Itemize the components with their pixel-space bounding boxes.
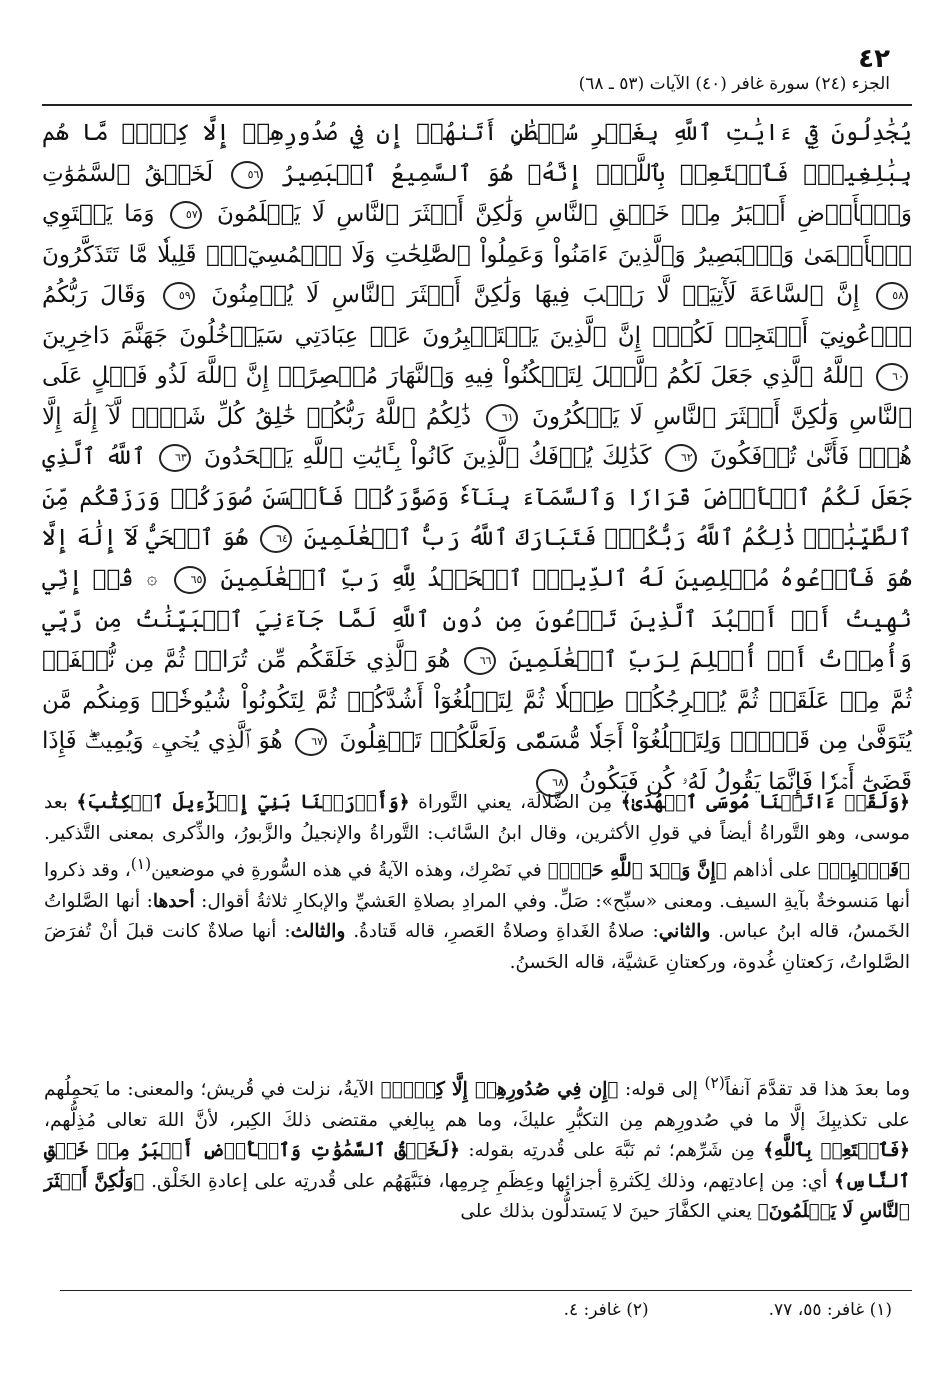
commentary-text: مِن شَرِّهم؛ ثم نَبَّهَ على قُدرتِه بقوله:: [460, 1140, 764, 1162]
commentary-text: بعد موسى، وهو التَّوراةُ أيضاً في قولِ الأكثرين، وقال ابنُ السَّائب: التَّوراةُ والإنجيلُ والزَّبورُ، والذِّكرى بمعنى التَّذكير.: [44, 792, 910, 844]
verse-text: هُوَ ٱلَّذِي خَلَقَكُم مِّن تُرَابٖ ثُمَّ مِن نُّطۡفَةٖ ثُمَّ مِنۡ عَلَقَةٖ ثُمَّ يُخۡرِجُكُمۡ طِفۡلٗا ثُمَّ لِتَبۡلُغُوٓاْ أَشُدَّكُمۡ ثُمَّ لِتَكُونُواْ شُيُوخٗاۚ وَمِنكُم مَّن يُتَوَفَّىٰ مِن قَبۡلُۖ وَلِتَبۡلُغُوٓاْ أَجَلٗا مُّسَمّٗى وَلَعَلَّكُمۡ تَعۡقِلُونَ: [42, 647, 913, 755]
verse-text: يُجَٰدِلُونَ فِيٓ ءَايَٰتِ ٱللَّهِ بِغَيۡرِ سُلۡطَٰنٍ أَتَىٰهُمۡ إِن فِي صُدُورِهِمۡ إِلَّا كِبۡرٞ مَّا هُم بِبَٰلِغِيهِۚ فَٱسۡتَعِذۡ بِٱللَّهِۖ إِنَّهُۥ هُوَ ٱلسَّمِيعُ ٱلۡبَصِيرُ: [42, 120, 913, 187]
commentary-text: في نَصْرِك، وهذه الآيةُ في هذه السُّورةِ في موضعين: [151, 860, 548, 882]
footnote-2: (٢) غافر: ٤.: [563, 1300, 649, 1320]
quran-quote: ﴿إِن فِي صُدُورِهِمۡ إِلَّا كِبۡرٞ﴾: [380, 1079, 619, 1101]
quran-quote: ﴿وَلَقَدۡ ءَاتَيۡنَا مُوسَى ٱلۡهُدَىٰ﴾: [620, 792, 910, 813]
verse-text: وَقَالَ رَبُّكُمُ ٱدۡعُونِيٓ أَسۡتَجِبۡ لَكُمۡۚ إِنَّ ٱلَّذِينَ يَسۡتَكۡبِرُونَ عَنۡ عِبَادَتِي سَيَدۡخُلُونَ جَهَنَّمَ دَاخِرِينَ: [42, 282, 912, 349]
commentary-text: مِن الضَّلالَة، يعني التَّوراة: [409, 792, 621, 813]
quran-quote: ﴿وَأَوۡرَثۡنَا بَنِيٓ إِسۡرَٰٓءِيلَ ٱلۡكِتَٰبَ﴾: [76, 792, 410, 813]
quran-quote: ﴿فَٱصۡبِرۡ﴾: [817, 860, 911, 882]
commentary-text: : أنها صلاةٌ كانت قبلَ أنْ تُفرَضَ الصَّلواتُ، رَكعتانِ غُدوة، وركعتانِ عَشيَّة، قاله الحَسنُ.: [44, 921, 910, 973]
footnote-1: (١) غافر: ٥٥، ٧٧.: [768, 1300, 892, 1320]
commentary-text: إلى قوله:: [618, 1079, 705, 1101]
commentary-text: يعني الكفَّارَ حينَ لا يَستدلُّون بذلك على: [460, 1201, 758, 1223]
opinion-label: أحدها: [152, 890, 195, 912]
ayah-number-marker: ٦٠: [876, 363, 908, 391]
verse-text: ٱللَّهُ ٱلَّذِي جَعَلَ لَكُمُ ٱلۡأَرۡضَ قَرَارٗا وَٱلسَّمَآءَ بِنَآءٗ وَصَوَّرَكُمۡ فَأَحۡسَنَ صُوَرَكُمۡ وَرَزَقَكُم مِّنَ ٱلطَّيِّبَٰتِۚ ذَٰلِكُمُ ٱللَّهُ رَبُّكُمۡۖ فَتَبَارَكَ ٱللَّهُ رَبُّ ٱلۡعَٰلَمِينَ: [42, 444, 913, 551]
quran-quote: ﴿فَٱسۡتَعِذۡ بِٱللَّهِ﴾: [763, 1140, 910, 1162]
ayah-number-marker: ٦٦: [464, 647, 496, 675]
ayah-number-marker: ٦٥: [174, 566, 206, 594]
quran-verses-block: [42, 113, 912, 802]
verse-text: لَخَلۡقُ ٱلسَّمَٰوَٰتِ وَٱلۡأَرۡضِ أَكۡبَرُ مِنۡ خَلۡقِ ٱلنَّاسِ وَلَٰكِنَّ أَكۡثَرَ ٱلنَّاسِ لَا يَعۡلَمُونَ: [42, 160, 912, 227]
footnotes: [62, 1300, 892, 1320]
ayah-number-marker: ٦٤: [260, 525, 292, 553]
ayah-number-marker: ٥٧: [170, 201, 202, 229]
ayah-number-marker: ٥٨: [876, 282, 908, 310]
verse-text: ذَٰلِكُمُ ٱللَّهُ رَبُّكُمۡ خَٰلِقُ كُلِّ شَيۡءٖ لَّآ إِلَٰهَ إِلَّا هُوَۖ فَأَنَّىٰ تُؤۡفَكُونَ: [42, 403, 913, 470]
ayah-number-marker: ٥٩: [163, 282, 195, 310]
opinion-label: والثاني: [658, 921, 711, 943]
hizb-star-icon: ۞: [146, 568, 158, 590]
quran-quote: ﴿وَلَٰكِنَّ أَكۡثَرَ ٱلنَّاسِ لَا يَعۡلَمُونَ﴾: [44, 1170, 910, 1223]
commentary-text: الآيةُ، نزلت في قُريش؛ والمعنى: ما يَحمِلُهم على تكذيبِكَ إلَّا ما في صُدورِهم مِن التكبُّرِ عليكَ، وما هم بِبالِغي مقتضى ذلكَ الكِبر، لأنَّ اللهَ تعالى مُذِلُّهم،: [44, 1079, 910, 1131]
commentary-text: وما بعدَ هذا قد تقدَّمَ آنفاً: [724, 1079, 911, 1101]
verse-text: هُوَ ٱلَّذِي يُحۡيِۦ وَيُمِيتُۖ فَإِذَا قَضَىٰٓ أَمۡرٗا فَإِنَّمَا يَقُولُ لَهُۥ كُن فَيَكُونُ: [42, 728, 912, 795]
commentary-text: : صلاةُ الغَداةِ وصلاةُ العَصرِ، قاله قَتادةُ.: [345, 921, 659, 943]
ayah-number-marker: ٥٦: [231, 161, 263, 189]
verse-text: إِنَّ ٱلسَّاعَةَ لَأٓتِيَةٞ لَّا رَيۡبَ فِيهَا وَلَٰكِنَّ أَكۡثَرَ ٱلنَّاسِ لَا يُؤۡمِنُونَ: [211, 282, 860, 308]
ayah-number-marker: ٦٣: [159, 444, 191, 472]
ayah-number-marker: ٦٨: [536, 769, 568, 797]
commentary-text: : أنها الصَّلواتُ الخَمسُ، قاله ابنُ عباس.: [44, 890, 910, 943]
verse-text: هُوَ ٱلۡحَيُّ لَآ إِلَٰهَ إِلَّا هُوَ فَٱدۡعُوهُ مُخۡلِصِينَ لَهُ ٱلدِّينَۗ ٱلۡحَمۡدُ لِلَّهِ رَبِّ ٱلۡعَٰلَمِينَ: [42, 525, 913, 592]
footnote-rule: [60, 1290, 912, 1291]
quran-quote: ﴿لَخَلۡقُ ٱلسَّمَٰوَٰتِ وَٱلۡأَرۡضِ أَكۡبَرُ مِنۡ خَلۡقِ ٱلنَّاسِ﴾: [44, 1140, 911, 1192]
running-head: الجزء (٢٤) سورة غافر (٤٠) الآيات (٥٣ ـ ٦٨): [578, 74, 890, 94]
commentary-text: على أذاهم: [726, 860, 818, 882]
quran-quote: ﴿إِنَّ وَعۡدَ ٱللَّهِ حَقّٞ﴾: [547, 860, 727, 882]
commentary-paragraph: [44, 1068, 910, 1228]
ayah-number-marker: ٦٧: [295, 728, 327, 756]
footnote-ref[interactable]: (٢): [704, 1074, 725, 1092]
verse-text: وَمَا يَسۡتَوِي ٱلۡأَعۡمَىٰ وَٱلۡبَصِيرُ وَٱلَّذِينَ ءَامَنُواْ وَعَمِلُواْ ٱلصَّٰلِحَٰتِ وَلَا ٱلۡمُسِيٓءُۚ قَلِيلٗا مَّا تَتَذَكَّرُونَ: [42, 201, 912, 268]
ayah-number-marker: ٦٢: [665, 444, 697, 472]
verse-text: كَذَٰلِكَ يُؤۡفَكُ ٱلَّذِينَ كَانُواْ بِـَٔايَٰتِ ٱللَّهِ يَجۡحَدُونَ: [204, 444, 652, 470]
page-number: ٤٢: [858, 44, 890, 74]
ayah-number-marker: ٦١: [486, 404, 518, 432]
verse-text: ٱللَّهُ ٱلَّذِي جَعَلَ لَكُمُ ٱلَّيۡلَ لِتَسۡكُنُواْ فِيهِ وَٱلنَّهَارَ مُبۡصِرًاۚ إِنَّ ٱللَّهَ لَذُو فَضۡلٍ عَلَى ٱلنَّاسِ وَلَٰكِنَّ أَكۡثَرَ ٱلنَّاسِ لَا يَشۡكُرُونَ: [42, 363, 913, 430]
verse-text: قُلۡ إِنِّي نُهِيتُ أَنۡ أَعۡبُدَ ٱلَّذِينَ تَدۡعُونَ مِن دُونِ ٱللَّهِ لَمَّا جَآءَنِيَ ٱلۡبَيِّنَٰتُ مِن رَّبِّي وَأُمِرۡتُ أَنۡ أُسۡلِمَ لِرَبِّ ٱلۡعَٰلَمِينَ: [42, 565, 913, 674]
opinion-label: والثالث: [290, 921, 346, 943]
commentary-text: ، وقد ذكروا أنها مَنسوخةٌ بآيةِ السيف. ومعنى «سبِّح»: صَلِّ. وفي المرادِ بصلاةِ العَشيِّ والإبكارِ ثلاثةُ أقوال:: [44, 860, 910, 912]
header-rule: [42, 104, 912, 106]
commentary-paragraph: [44, 788, 910, 978]
footnote-ref[interactable]: (١): [130, 855, 152, 873]
commentary-text: أي: مِن إعادتِهم، وذلك لِكَثرةِ أجزائِها وعِظَمِ جِرمِها، فنَبَّهَهُم على قُدرتِه على إعادةِ الخَلْق.: [144, 1170, 835, 1192]
